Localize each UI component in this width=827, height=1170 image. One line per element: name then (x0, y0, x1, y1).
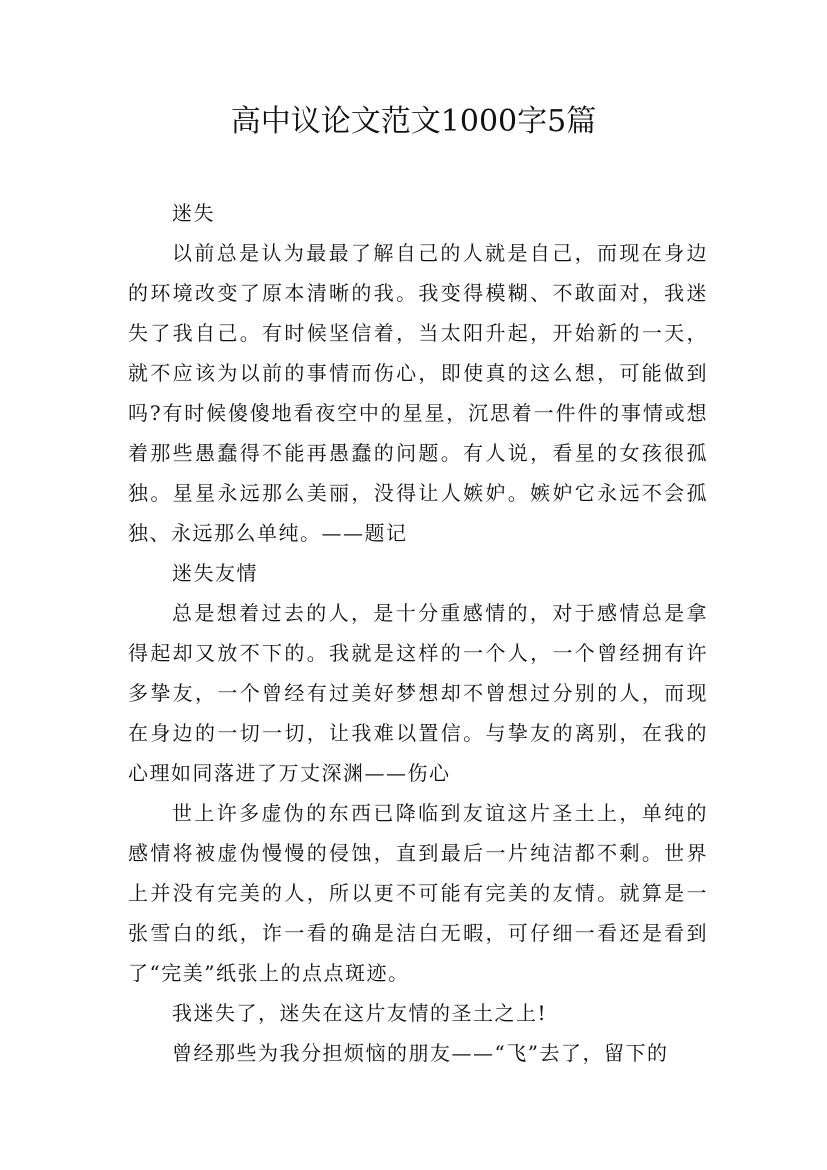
paragraph-heading-mishi: 迷失 (172, 201, 215, 225)
paragraph-body: 我迷失了，迷失在这片友情的圣土之上! (172, 1001, 548, 1025)
paragraph-body: 总是想着过去的人，是十分重感情的，对于感情总是拿得起却又放不下的。我就是这样的一个人，一个曾经拥有许多挚友，一个曾经有过美好梦想却不曾想过分别的人，而现在身边的一切一切，让我难以置信。与挚友的离别，在我的心理如同落进了万丈深渊——伤心 (128, 601, 708, 785)
paragraph-body: 曾经那些为我分担烦恼的朋友——“飞”去了，留下的 (172, 1041, 669, 1065)
document-body (128, 193, 708, 1073)
paragraph-body: 世上许多虚伪的东西已降临到友谊这片圣土上，单纯的感情将被虚伪慢慢的侵蚀，直到最后一片纯洁都不剩。世界上并没有完美的人，所以更不可能有完美的友情。就算是一张雪白的纸，诈一看的确是洁白无暇，可仔细一看还是看到了“完美”纸张上的点点斑迹。 (128, 801, 708, 985)
paragraph-heading-mishi-youqing: 迷失友情 (172, 561, 258, 585)
paragraph-preface: 以前总是认为最最了解自己的人就是自己，而现在身边的环境改变了原本清晰的我。我变得模糊、不敢面对，我迷失了我自己。有时候坚信着，当太阳升起，开始新的一天，就不应该为以前的事情而伤心，即使真的这么想，可能做到吗?有时候傻傻地看夜空中的星星，沉思着一件件的事情或想着那些愚蠢得不能再愚蠢的问题。有人说，看星的女孩很孤独。星星永远那么美丽，没得让人嫉妒。嫉妒它永远不会孤独、永远那么单纯。——题记 (128, 241, 708, 545)
document-title: 高中议论文范文1000字5篇 (230, 104, 597, 139)
